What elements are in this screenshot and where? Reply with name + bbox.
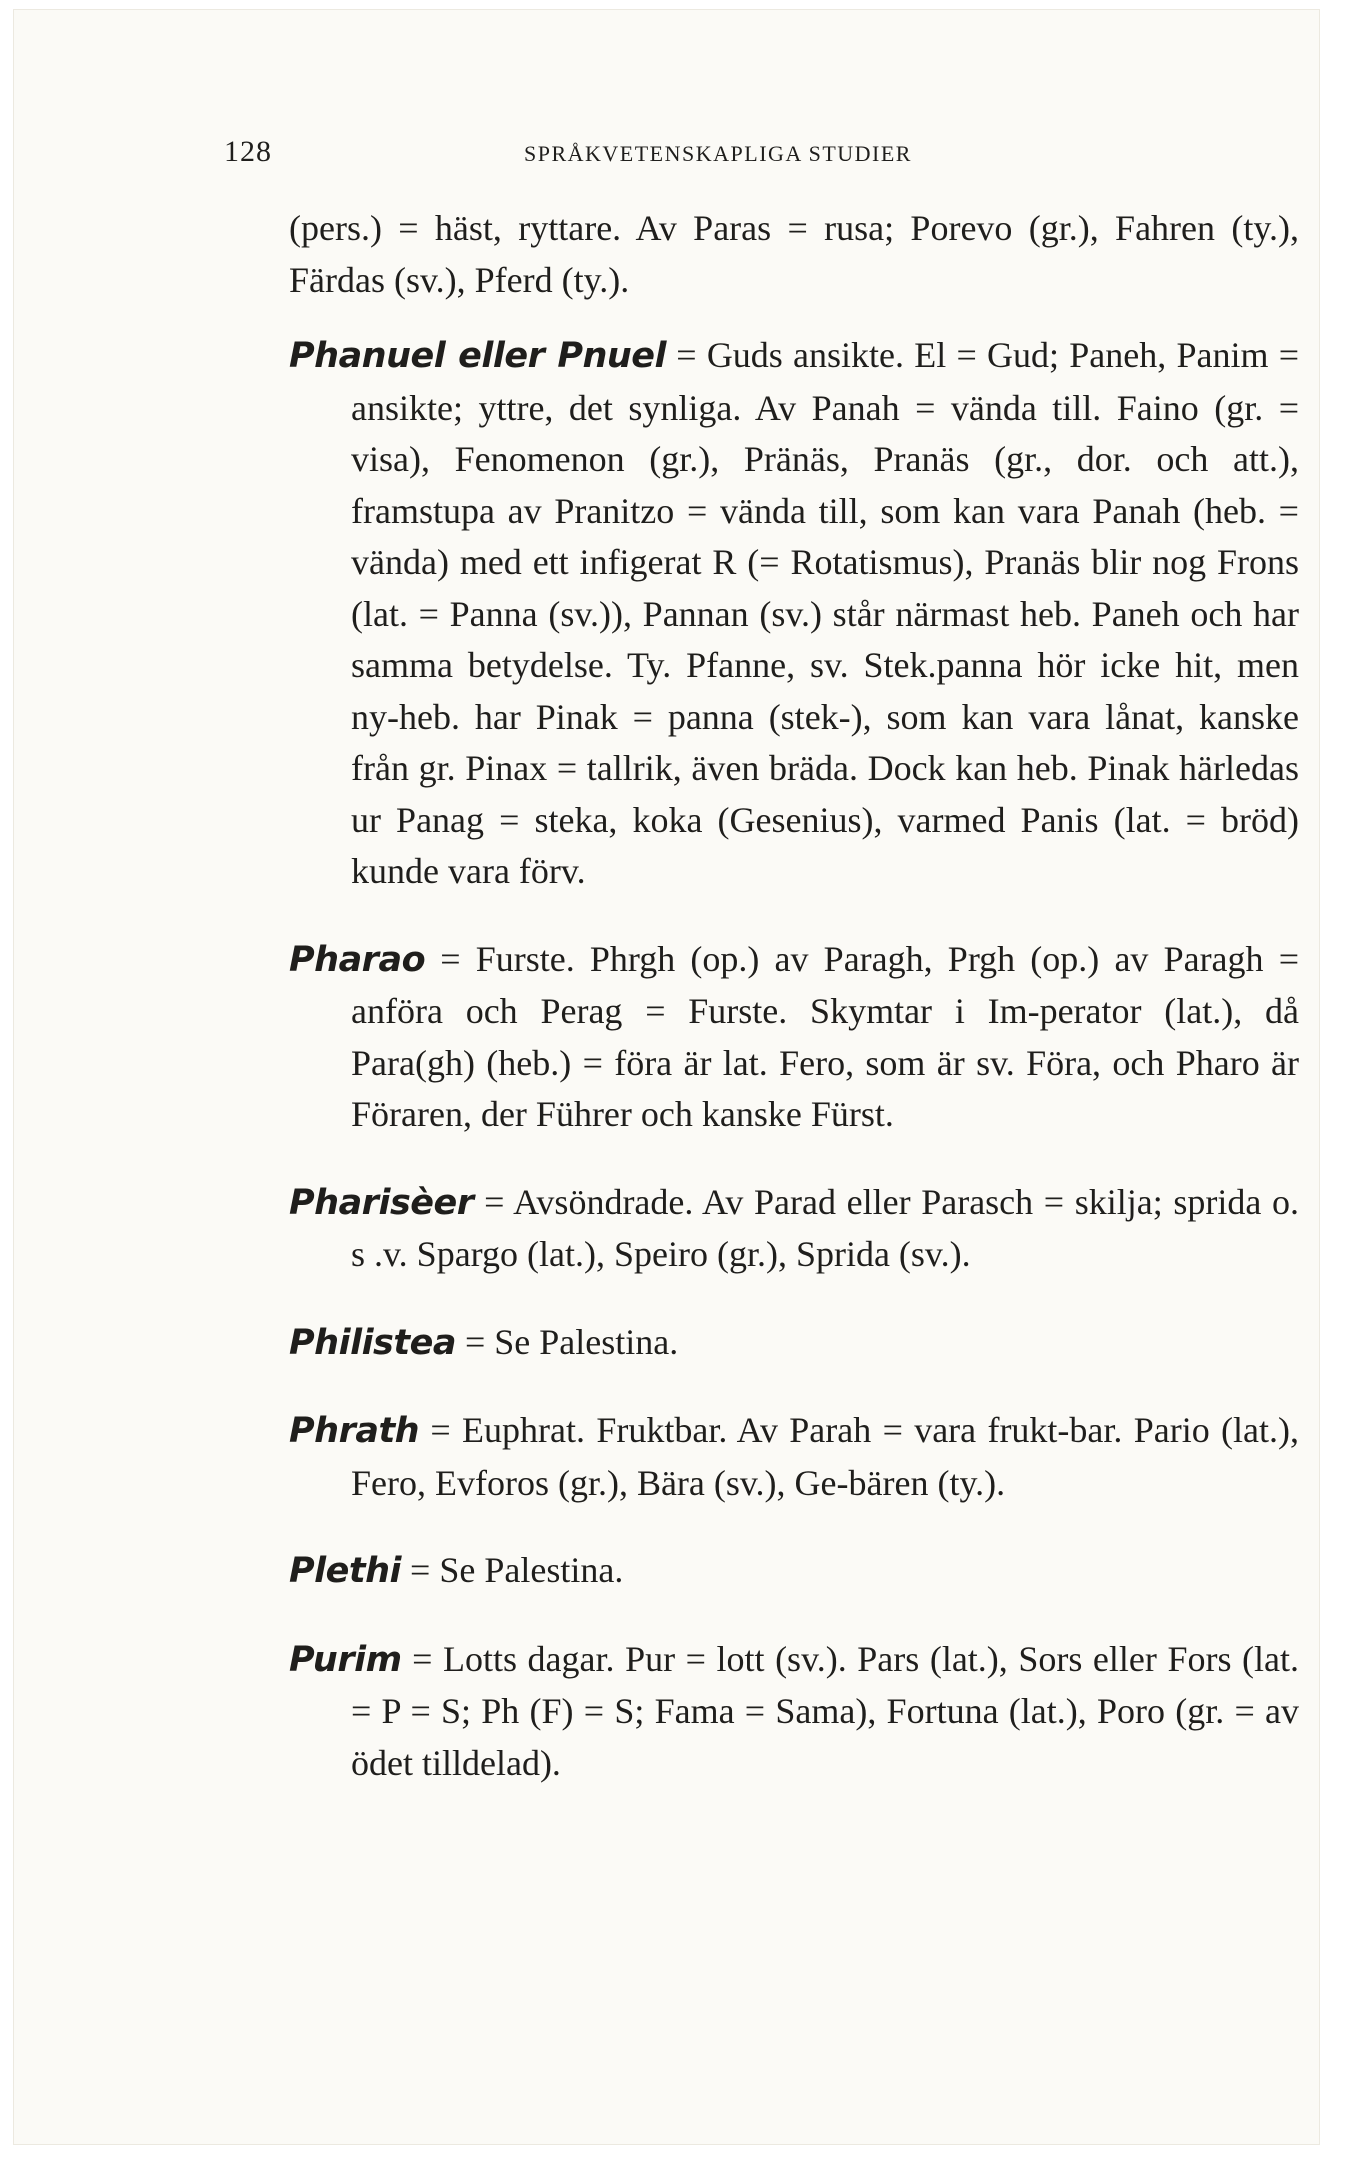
entry-text: = Lotts dagar. Pur = lott (sv.). Pars (lat.), Sors eller Fors (lat. = P = S; Ph (F) = S; Fama = Sama), Fortuna (lat.), Poro (gr. = av ödet tilldelad). xyxy=(351,1638,1299,1783)
running-title: SPRÅKVETENSKAPLIGA STUDIER xyxy=(524,141,912,166)
entry-purim xyxy=(289,1634,1299,1790)
entry-phanuel xyxy=(289,330,1299,898)
entry-plethi xyxy=(289,1545,1299,1598)
entry-text: = Avsöndrade. Av Parad eller Parasch = skilja; sprida o. s .v. Spargo (lat.), Speiro (gr.), Sprida (sv.). xyxy=(351,1181,1299,1274)
page-number: 128 xyxy=(224,135,272,168)
entry-headword: Plethi xyxy=(289,1551,402,1591)
entry-headword: Purim xyxy=(289,1639,402,1680)
book-page xyxy=(14,10,1319,2144)
entry-text: = Se Palestina. xyxy=(401,1550,624,1590)
entry-text: = Euphrat. Fruktbar. Av Parah = vara frukt-bar. Pario (lat.), Fero, Evforos (gr.), Bära (sv.), Ge-bären (ty.). xyxy=(351,1410,1299,1503)
entry-text: = Furste. Phrgh (op.) av Paragh, Prgh (op.) av Paragh = anföra och Perag = Furste. Skymtar i Im-perator (lat.), då Para(gh) (heb.) = föra är lat. Fero, som är sv. Föra, och Pharo är Föraren, der Führer och kanske Fürst. xyxy=(351,938,1299,1134)
entry-headword: Phrath xyxy=(289,1411,420,1451)
entry-headword: Pharisèer xyxy=(289,1182,474,1223)
entry-text: = Se Palestina. xyxy=(455,1321,679,1362)
entry-phariseer xyxy=(289,1177,1299,1281)
entry-headword: Phanuel eller Pnuel xyxy=(289,336,667,376)
running-header xyxy=(224,135,994,175)
entry-headword: Pharao xyxy=(289,939,426,980)
page-body xyxy=(287,203,1299,1825)
entry-phrath xyxy=(289,1405,1299,1509)
continuation-paragraph: (pers.) = häst, ryttare. Av Paras = rusa; Porevo (gr.), Fahren (ty.), Färdas (sv.), Pferd (ty.). xyxy=(289,208,1299,300)
entry-philistea xyxy=(289,1317,1299,1370)
entry-pharao xyxy=(289,934,1299,1141)
entry-headword: Philistea xyxy=(289,1322,456,1363)
entry-text: = Guds ansikte. El = Gud; Paneh, Panim = ansikte; yttre, det synliga. Av Panah = vända till. Faino (gr. = visa), Fenomenon (gr.), Pränäs, Pranäs (gr., dor. och att.), framstupa av Pranitzo = vända till, som kan vara Panah (heb. = vända) med ett infigerat R (= Rotatismus), Pranäs blir nog Frons (lat. = Panna (sv.)), Pannan (sv.) står närmast heb. Paneh och har samma betydelse. Ty. Pfanne, sv. Stek.panna hör icke hit, men ny-heb. har Pinak = panna (stek-), som kan vara lånat, kanske från gr. Pinax = tallrik, även bräda. Dock kan heb. Pinak härledas ur Panag = steka, koka (Gesenius), varmed Panis (lat. = bröd) kunde vara förv. xyxy=(351,335,1299,891)
